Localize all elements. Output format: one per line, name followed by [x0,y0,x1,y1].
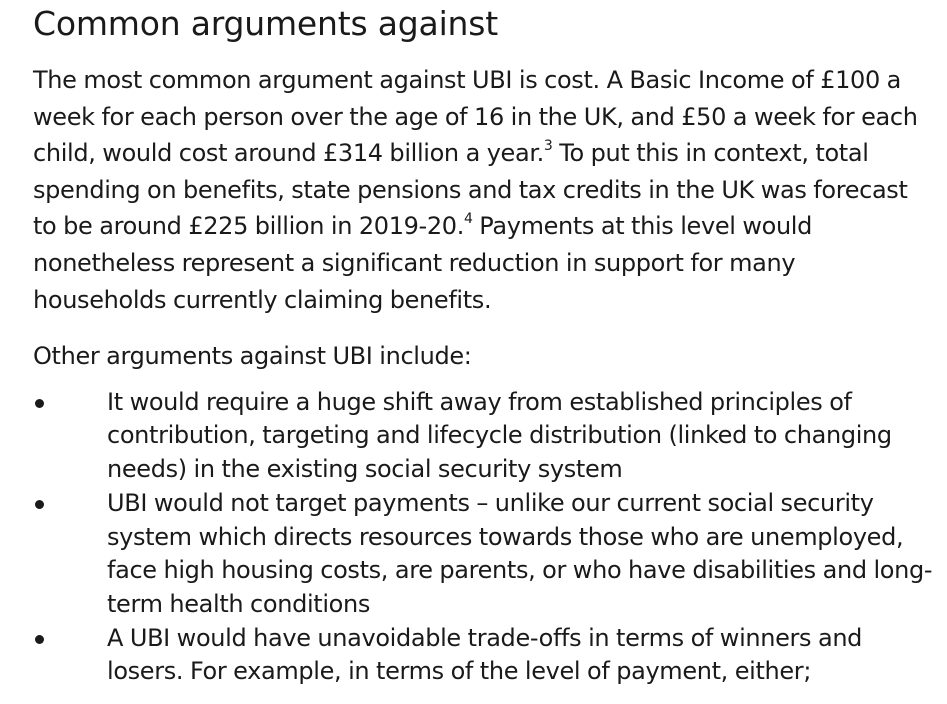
list-item-text: A UBI would have unavoidable trade-offs in terms of winners and losers. For example, in terms of the level of payment, either; [107,623,863,686]
cost-argument-paragraph [33,62,933,318]
other-arguments-intro: Other arguments against UBI include: [33,342,472,371]
list-item [33,487,933,622]
arguments-list [33,386,933,689]
footnote-ref-4[interactable]: 4 [463,211,473,228]
list-item [33,386,933,487]
bullet-icon [35,635,44,644]
footnote-ref-3[interactable]: 3 [543,138,553,155]
list-item-text: It would require a huge shift away from established principles of contribution, targeting and lifecycle distribution (linked to changing needs) in the existing social security system [107,387,892,484]
list-item-text: UBI would not target payments – unlike our current social security system which directs resources towards those who are unemployed, face high housing costs, are parents, or who have disabilities and long-term health conditions [107,488,933,618]
bullet-icon [35,399,44,408]
paragraph-text-part-3: Payments at this level would nonetheless represent a significant reduction in support for many households currently claiming benefits. [33,212,813,314]
document-body [33,0,933,689]
section-heading: Common arguments against [33,4,498,43]
paragraph-text-part-2: To put this in context, total spending on benefits, state pensions and tax credits in the UK was forecast to be around £225 billion in 2019-20. [33,139,908,241]
bullet-icon [35,500,44,509]
list-item [33,622,933,689]
paragraph-text-part-1: The most common argument against UBI is cost. A Basic Income of £100 a week for each person over the age of 16 in the UK, and £50 a week for each child, would cost around £314 billion a year. [33,66,918,168]
